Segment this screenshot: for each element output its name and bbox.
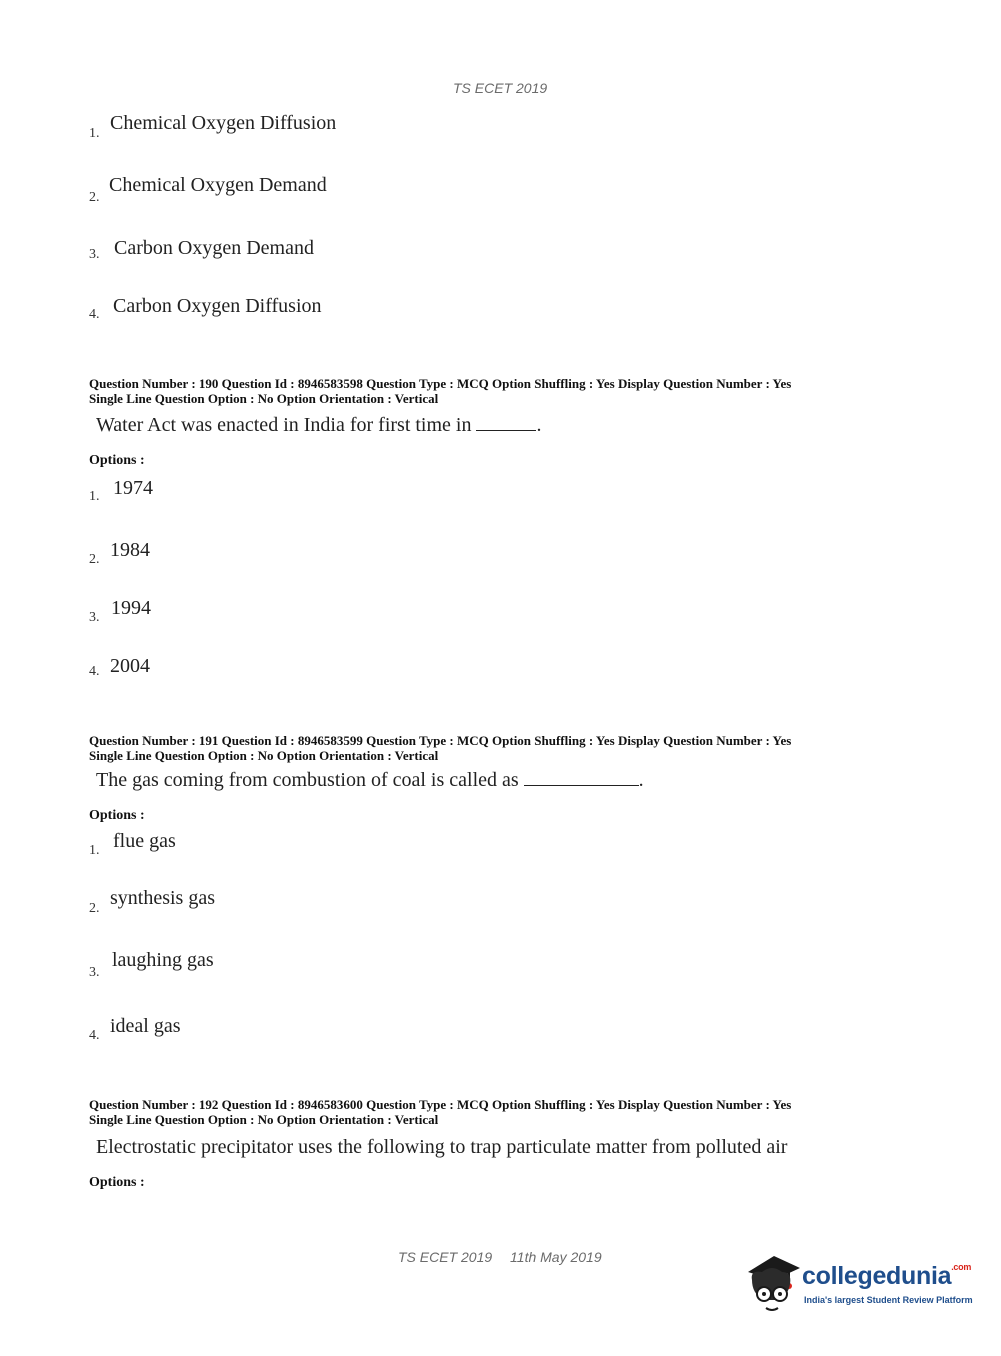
option-text: Carbon Oxygen Demand [114, 237, 314, 259]
question-text [96, 769, 644, 792]
question-meta [89, 1098, 791, 1127]
answer-blank [524, 769, 639, 786]
options-label: Options : [89, 808, 145, 823]
option-text: 1994 [111, 597, 151, 619]
question-text [96, 414, 541, 437]
logo-wordmark [802, 1262, 971, 1291]
logo-name: collegedunia [802, 1262, 952, 1290]
logo-tagline: India's largest Student Review Platform [804, 1295, 973, 1305]
option-number: 3. [89, 610, 100, 625]
question-text-end: . [536, 414, 542, 436]
option-text: 2004 [110, 655, 150, 677]
question-text-content: Water Act was enacted in India for first time in [96, 414, 472, 436]
question-meta-line: Single Line Question Option : No Option Orientation : Vertical [89, 390, 439, 406]
answer-blank [476, 414, 536, 431]
question-meta-line: Single Line Question Option : No Option Orientation : Vertical [89, 747, 439, 763]
option-text: Chemical Oxygen Diffusion [110, 112, 337, 134]
option-number: 2. [89, 190, 100, 205]
option-text: 1974 [113, 477, 153, 499]
mascot-icon [742, 1250, 804, 1320]
option-number: 1. [89, 843, 100, 858]
question-meta-line: Question Number : 190 Question Id : 8946583598 Question Type : MCQ Option Shuffling : Yes Display Question Number : Yes [89, 376, 792, 391]
collegedunia-logo [742, 1250, 972, 1322]
option-text: ideal gas [110, 1015, 181, 1037]
option-number: 4. [89, 1028, 100, 1043]
option-number: 4. [89, 307, 100, 322]
page-header: TS ECET 2019 [453, 80, 548, 96]
question-text: Electrostatic precipitator uses the following to trap particulate matter from polluted air [96, 1136, 788, 1158]
footer-exam: TS ECET 2019 [398, 1249, 493, 1265]
option-number: 3. [89, 965, 100, 980]
question-meta [89, 377, 791, 406]
option-text: flue gas [113, 830, 176, 852]
option-text: Chemical Oxygen Demand [109, 174, 327, 196]
option-text: 1984 [110, 539, 150, 561]
question-text-end: . [638, 769, 644, 791]
option-number: 2. [89, 901, 100, 916]
option-number: 4. [89, 664, 100, 679]
option-text: laughing gas [112, 949, 214, 971]
question-meta-line: Question Number : 192 Question Id : 8946583600 Question Type : MCQ Option Shuffling : Yes Display Question Number : Yes [89, 1097, 792, 1112]
question-meta-line: Question Number : 191 Question Id : 8946583599 Question Type : MCQ Option Shuffling : Yes Display Question Number : Yes [89, 733, 792, 748]
question-text-content: The gas coming from combustion of coal is called as [96, 769, 519, 791]
page-footer [398, 1249, 602, 1265]
option-text: Carbon Oxygen Diffusion [113, 295, 322, 317]
question-meta [89, 734, 791, 763]
question-meta-line: Single Line Question Option : No Option Orientation : Vertical [89, 1111, 439, 1127]
option-number: 3. [89, 247, 100, 262]
option-number: 1. [89, 489, 100, 504]
footer-date: 11th May 2019 [510, 1249, 602, 1265]
option-number: 2. [89, 552, 100, 567]
option-text: synthesis gas [110, 887, 215, 909]
option-number: 1. [89, 126, 100, 141]
options-label: Options : [89, 453, 145, 468]
options-label: Options : [89, 1175, 145, 1190]
logo-suffix: .com [951, 1262, 972, 1272]
